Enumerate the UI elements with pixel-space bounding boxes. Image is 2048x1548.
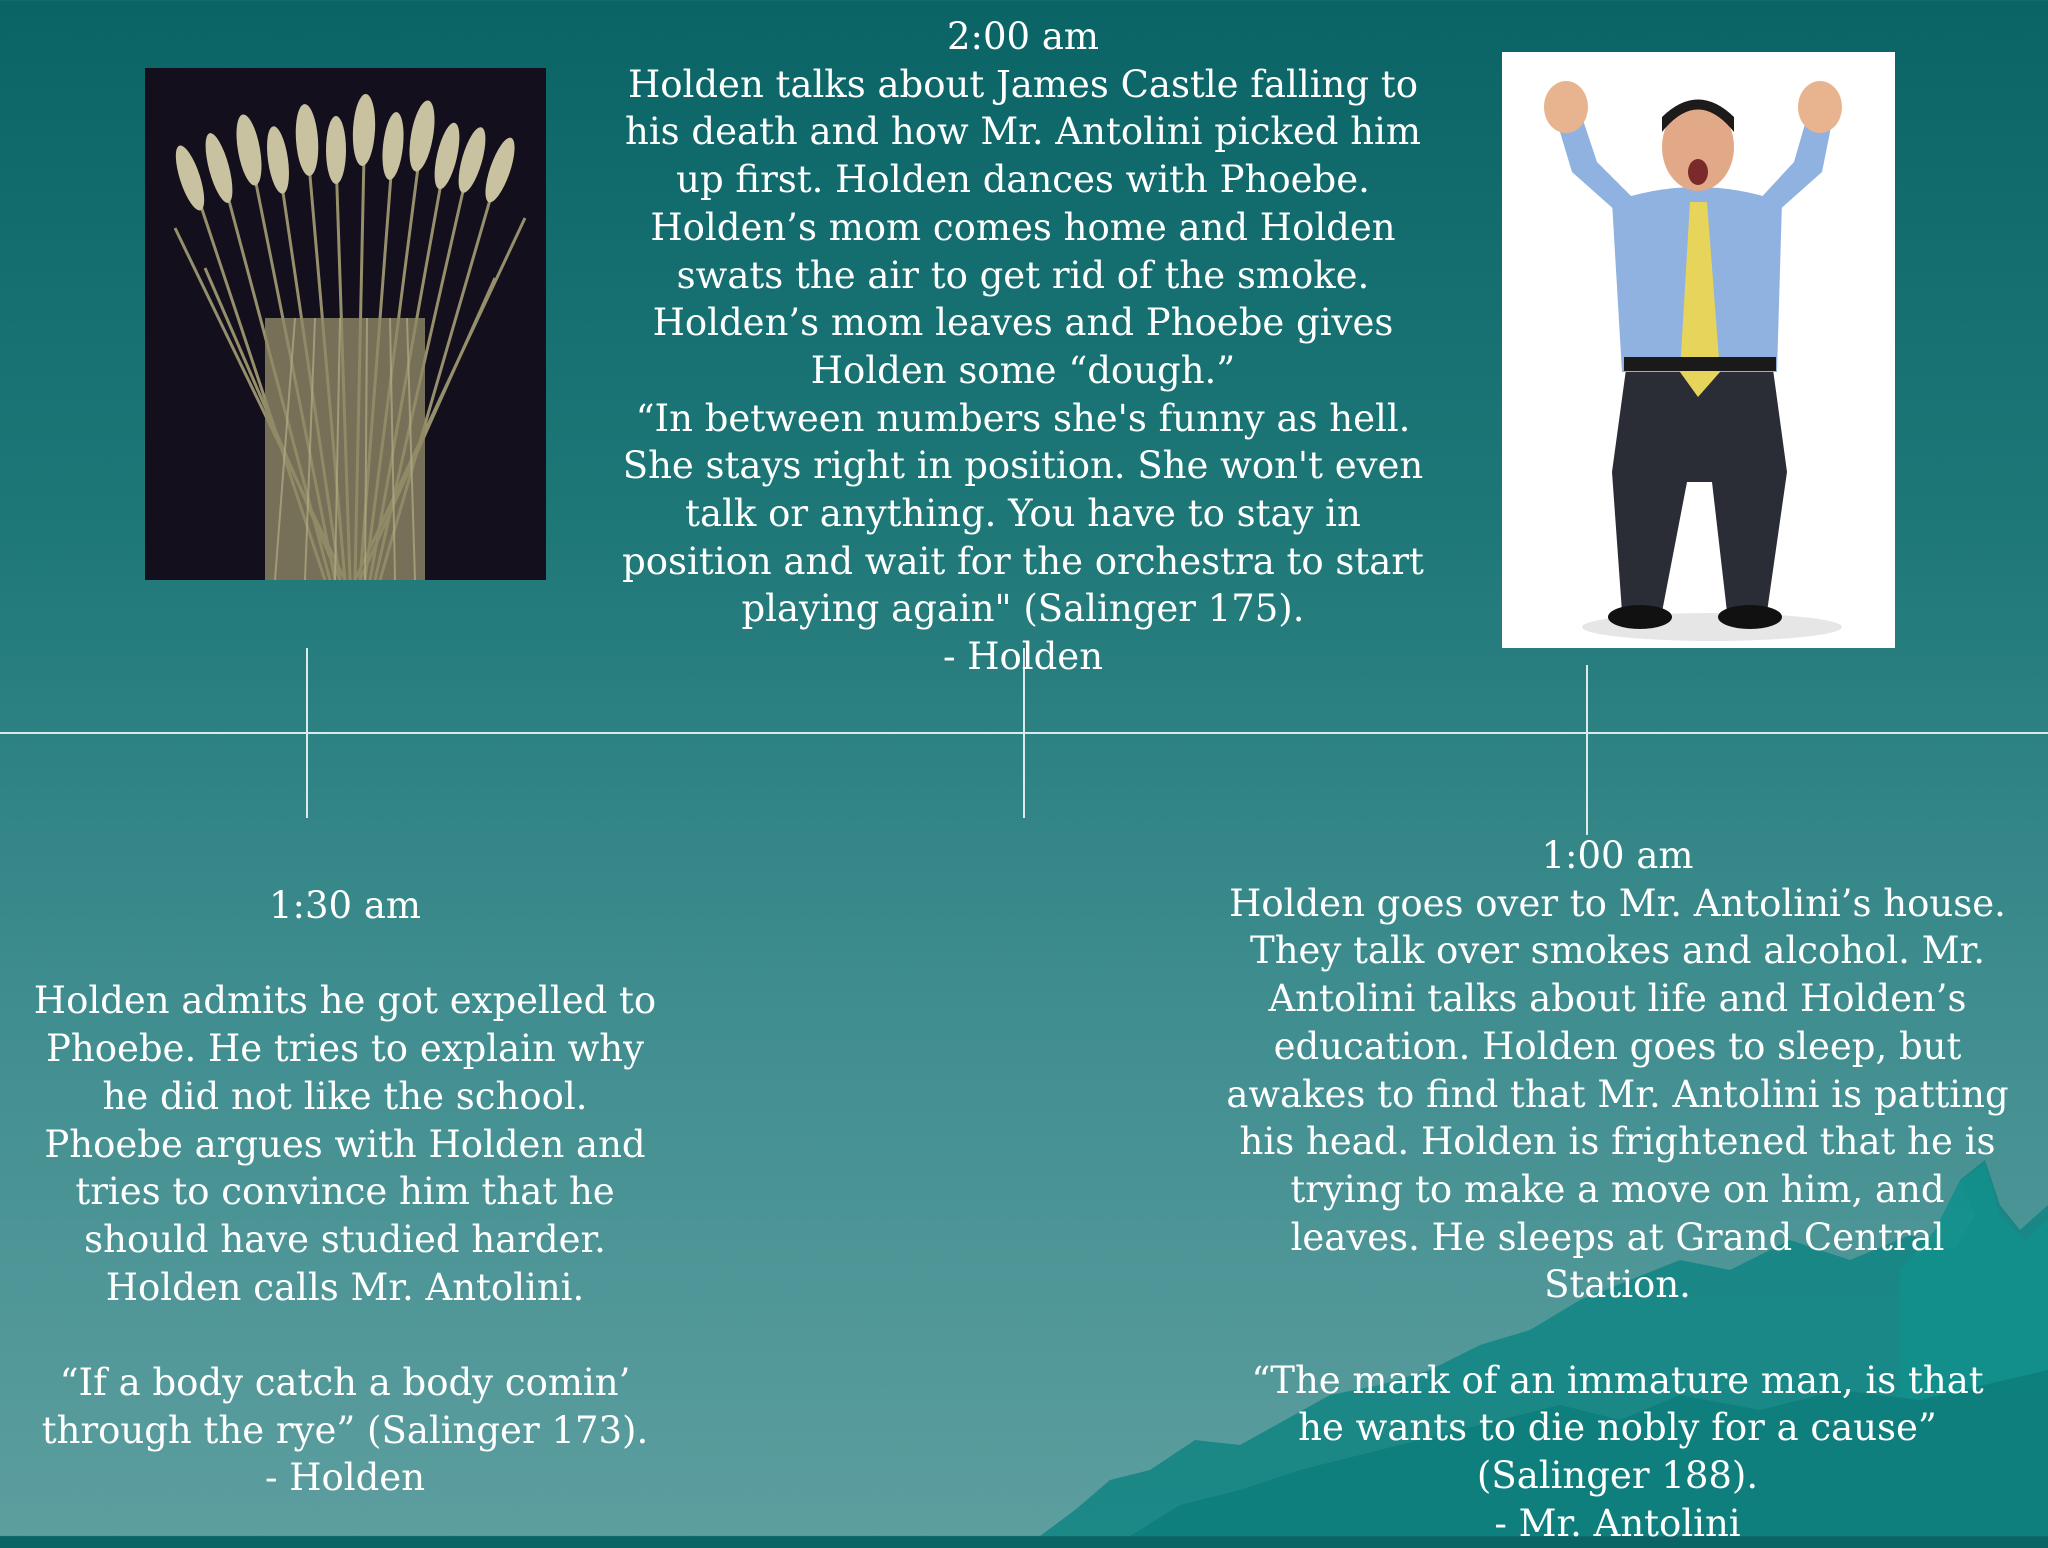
event-quote: “The mark of an immature man, is that he wants to die nobly for a cause” (Salinger 188).: [1251, 1358, 1984, 1498]
wheat-photo: [145, 68, 546, 580]
event-attribution: - Holden: [264, 1456, 426, 1500]
event-time: 2:00 am: [947, 15, 1099, 58]
event-time: 1:00 am: [1541, 834, 1694, 877]
event-time: 1:30 am: [269, 884, 421, 927]
timeline-tick-1-00: [1586, 665, 1588, 835]
event-1-00-am: [1225, 832, 2010, 1548]
event-quote: “If a body catch a body comin’ through the rye” (Salinger 173).: [41, 1361, 649, 1452]
event-quote: “In between numbers she's funny as hell. She stays right in position. She won't even talk or anything. You have to stay in position and wait for the orchestra to start playing again" (Salinger 175).: [622, 396, 1424, 631]
timeline-tick-1-30: [306, 648, 308, 818]
event-attribution: - Holden: [942, 635, 1104, 679]
event-2-00-am: [612, 13, 1434, 681]
event-1-30-am: [30, 882, 660, 1502]
event-summary: Holden talks about James Castle falling to his death and how Mr. Antolini picked him up first. Holden dances with Phoebe. Holden’s mom comes home and Holden swats the air to get rid of the smoke. Holden’s mom leaves and Phoebe gives Holden some “dough.”: [625, 62, 1421, 392]
frightened-man-photo: [1502, 52, 1895, 648]
event-attribution: - Mr. Antolini: [1494, 1501, 1741, 1545]
event-summary: Holden admits he got expelled to Phoebe. He tries to explain why he did not like the school. Phoebe argues with Holden and tries to convince him that he should have studied harder. Holden calls Mr. Antolini.: [33, 979, 657, 1309]
event-summary: Holden goes over to Mr. Antolini’s house. They talk over smokes and alcohol. Mr. Antolini talks about life and Holden’s education. Holden goes to sleep, but awakes to find that Mr. Antolini is patting his head. Holden is frightened that he is trying to make a move on him, and leaves. He sleeps at Grand Central Station.: [1226, 881, 2009, 1307]
